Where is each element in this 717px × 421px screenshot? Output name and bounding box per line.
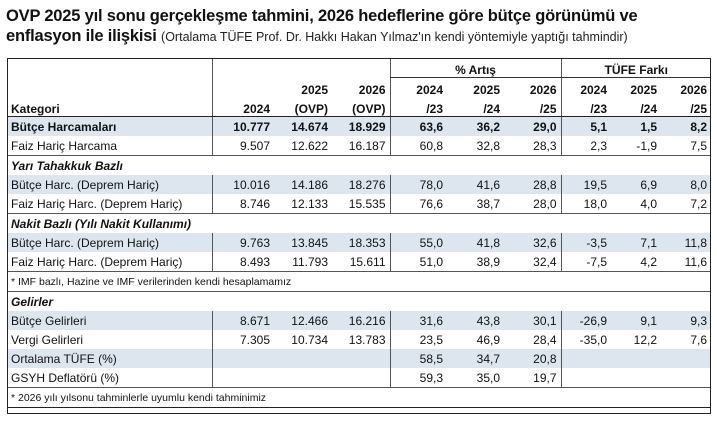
section-title: Nakit Bazlı (Yılı Nakit Kullanımı) xyxy=(7,214,711,234)
cell-t24: -26,9 xyxy=(561,311,611,330)
cell-t25 xyxy=(611,368,661,388)
cell-v2025: 12.133 xyxy=(291,196,328,211)
cell-t25: 9,1 xyxy=(611,311,661,330)
cell-v2026: 16.216 xyxy=(332,311,390,330)
table-row xyxy=(7,233,711,252)
cell-a26: 28,4 xyxy=(533,332,557,347)
cell-v2024: 7.305 xyxy=(212,330,274,349)
cell-t26: 8,2 xyxy=(661,117,711,137)
row-label: Faiz Hariç Harcama xyxy=(11,138,118,153)
header-a24-top: 2024 xyxy=(390,78,447,98)
cell-a24: 60,8 xyxy=(390,136,447,156)
cell-v2024: 10.016 xyxy=(212,175,274,194)
cell-t26 xyxy=(661,349,711,368)
header-2026-top: 2026 xyxy=(332,78,390,98)
header-cell xyxy=(212,78,274,98)
cell-t26: 9,3 xyxy=(661,311,711,330)
row-label: Bütçe Gelirleri xyxy=(7,311,212,330)
header-a24-bot: /23 xyxy=(390,97,447,117)
cell-a25: 43,8 xyxy=(447,311,504,330)
cell-t25: 4,2 xyxy=(640,254,658,269)
cell-t24: 2,3 xyxy=(561,136,611,156)
cell-t26: 11,6 xyxy=(684,254,708,269)
section-title: Gelirler xyxy=(7,292,711,312)
cell-v2026: 18.929 xyxy=(332,117,390,137)
cell-a25: 35,0 xyxy=(476,370,500,385)
cell-a25: 46,9 xyxy=(476,332,500,347)
footnote: * IMF bazlı, Hazine ve IMF verilerinden kendi hesaplamamız xyxy=(7,272,711,292)
cell-a25: 38,7 xyxy=(476,196,500,211)
cell-t26: 7,2 xyxy=(690,196,708,211)
cell-t25: 4,0 xyxy=(640,196,658,211)
cell-v2024 xyxy=(212,368,274,388)
table-row xyxy=(7,252,711,272)
cell-v2026: 16.187 xyxy=(348,138,386,153)
header-kategori: Kategori xyxy=(7,97,212,117)
cell-t25: -1,9 xyxy=(636,138,658,153)
cell-a24: 59,3 xyxy=(390,368,447,388)
table-row xyxy=(7,175,711,194)
cell-v2025: 14.674 xyxy=(274,117,332,137)
row-label: Ortalama TÜFE (%) xyxy=(7,349,212,368)
cell-a25: 32,8 xyxy=(476,138,500,153)
row-label: Faiz Hariç Harc. (Deprem Hariç) xyxy=(11,254,183,269)
cell-t24: 19,5 xyxy=(561,175,611,194)
cell-a26: 28,8 xyxy=(504,175,561,194)
footnote: * 2026 yılı yılsonu tahminlerle uyumlu kendi tahminimiz xyxy=(7,388,711,408)
header-a26-top: 2026 xyxy=(504,78,561,98)
cell-t24: 18,0 xyxy=(561,194,611,214)
cell-a24: 55,0 xyxy=(390,233,447,252)
cell-a26: 19,7 xyxy=(533,370,557,385)
header-cell xyxy=(274,58,332,78)
header-2025-bot: (OVP) xyxy=(274,97,332,117)
footnote-row xyxy=(7,272,711,292)
cell-v2025 xyxy=(274,368,332,388)
cell-v2026: 13.783 xyxy=(348,332,386,347)
cell-v2025: 10.734 xyxy=(291,332,328,347)
cell-v2026: 18.276 xyxy=(332,175,390,194)
cell-a26: 20,8 xyxy=(504,349,561,368)
header-cell xyxy=(332,58,390,78)
table-body xyxy=(7,58,711,408)
header-cell xyxy=(212,58,274,78)
cell-v2025 xyxy=(274,349,332,368)
row-label: Faiz Hariç Harc. (Deprem Hariç) xyxy=(11,196,183,211)
cell-v2024 xyxy=(212,349,274,368)
cell-a24: 63,6 xyxy=(390,117,447,137)
cell-a24: 51,0 xyxy=(390,252,447,272)
table-row xyxy=(7,368,711,388)
cell-a25: 36,2 xyxy=(447,117,504,137)
cell-t25: 1,5 xyxy=(611,117,661,137)
cell-a24: 31,6 xyxy=(390,311,447,330)
cell-a24: 78,0 xyxy=(390,175,447,194)
cell-v2024: 9.507 xyxy=(212,136,274,156)
cell-v2024: 10.777 xyxy=(212,117,274,137)
title-line-2 xyxy=(6,26,711,47)
cell-t26: 7,6 xyxy=(690,332,708,347)
header-row-2 xyxy=(7,78,711,98)
header-t25-bot: /24 xyxy=(611,97,661,117)
cell-a26: 28,3 xyxy=(533,138,557,153)
budget-table xyxy=(7,58,711,408)
cell-v2026: 15.611 xyxy=(349,254,386,269)
header-row-1 xyxy=(7,58,711,78)
cell-a24: 23,5 xyxy=(390,330,447,349)
cell-t25: 7,1 xyxy=(611,233,661,252)
title-line-1: OVP 2025 yıl sonu gerçekleşme tahmini, 2026 hedeflerine göre bütçe görünümü ve xyxy=(6,7,638,25)
table-row xyxy=(7,330,711,349)
cell-v2026: 15.535 xyxy=(348,196,386,211)
cell-a26: 30,1 xyxy=(504,311,561,330)
section-title: Yarı Tahakkuk Bazlı xyxy=(7,156,711,176)
header-cell xyxy=(7,58,212,78)
header-t25-top: 2025 xyxy=(611,78,661,98)
cell-t24 xyxy=(561,368,611,388)
row-label: Bütçe Harcamaları xyxy=(7,117,212,137)
cell-t25 xyxy=(611,349,661,368)
cell-a26: 28,0 xyxy=(533,196,557,211)
cell-v2025: 12.466 xyxy=(274,311,332,330)
cell-a24: 58,5 xyxy=(390,349,447,368)
cell-v2024: 8.671 xyxy=(212,311,274,330)
cell-v2025: 12.622 xyxy=(291,138,328,153)
cell-v2025: 14.186 xyxy=(274,175,332,194)
section-row xyxy=(7,156,711,176)
cell-v2025: 11.793 xyxy=(292,254,328,269)
cell-a25: 41,6 xyxy=(447,175,504,194)
cell-t26: 11,8 xyxy=(661,233,711,252)
table-title-block xyxy=(6,6,711,47)
cell-t26: 8,0 xyxy=(661,175,711,194)
row-label: GSYH Deflatörü (%) xyxy=(11,370,120,385)
cell-a24: 76,6 xyxy=(390,194,447,214)
header-a25-top: 2025 xyxy=(447,78,504,98)
cell-a26: 32,6 xyxy=(504,233,561,252)
header-2025-top: 2025 xyxy=(274,78,332,98)
footnote-row xyxy=(7,388,711,408)
header-a26-bot: /25 xyxy=(504,97,561,117)
table-row xyxy=(7,117,711,137)
cell-v2026 xyxy=(332,349,390,368)
cell-v2025: 13.845 xyxy=(274,233,332,252)
table-row xyxy=(7,311,711,330)
header-t26-bot: /25 xyxy=(661,97,711,117)
cell-t25: 6,9 xyxy=(611,175,661,194)
section-row xyxy=(7,214,711,234)
cell-t26 xyxy=(661,368,711,388)
header-tufe-group: TÜFE Farkı xyxy=(561,58,711,78)
cell-t25: 12,2 xyxy=(633,332,658,347)
header-artis-group: % Artış xyxy=(390,58,561,78)
header-cell xyxy=(7,78,212,98)
header-t24-top: 2024 xyxy=(561,78,611,98)
cell-v2026 xyxy=(332,368,390,388)
cell-a25: 41,8 xyxy=(447,233,504,252)
row-label: Bütçe Harc. (Deprem Hariç) xyxy=(7,175,212,194)
cell-a25: 34,7 xyxy=(447,349,504,368)
header-a25-bot: /24 xyxy=(447,97,504,117)
table-row xyxy=(7,194,711,214)
cell-t24: 5,1 xyxy=(561,117,611,137)
cell-t24: -7,5 xyxy=(561,252,611,272)
cell-a25: 38,9 xyxy=(476,254,500,269)
header-2026-bot: (OVP) xyxy=(332,97,390,117)
cell-v2024: 8.746 xyxy=(212,194,274,214)
cell-t24 xyxy=(561,349,611,368)
title-line-2-main: enflasyon ile ilişkisi xyxy=(6,27,157,45)
cell-a26: 32,4 xyxy=(533,254,557,269)
cell-v2026: 18.353 xyxy=(332,233,390,252)
table-row xyxy=(7,136,711,156)
header-2024: 2024 xyxy=(212,97,274,117)
header-t24-bot: /23 xyxy=(561,97,611,117)
cell-t24: -35,0 xyxy=(561,330,611,349)
header-t26-top: 2026 xyxy=(661,78,711,98)
cell-v2024: 8.493 xyxy=(212,252,274,272)
row-label: Bütçe Harc. (Deprem Hariç) xyxy=(7,233,212,252)
cell-v2024: 9.763 xyxy=(212,233,274,252)
table-row xyxy=(7,349,711,368)
subtitle: (Ortalama TÜFE Prof. Dr. Hakkı Hakan Yılmaz'ın kendi yöntemiyle yaptığı tahmindir) xyxy=(161,30,628,44)
cell-t26: 7,5 xyxy=(690,138,708,153)
cell-t24: -3,5 xyxy=(561,233,611,252)
cell-a26: 29,0 xyxy=(504,117,561,137)
header-row-3 xyxy=(7,97,711,117)
row-label: Vergi Gelirleri xyxy=(11,332,84,347)
section-row xyxy=(7,292,711,312)
